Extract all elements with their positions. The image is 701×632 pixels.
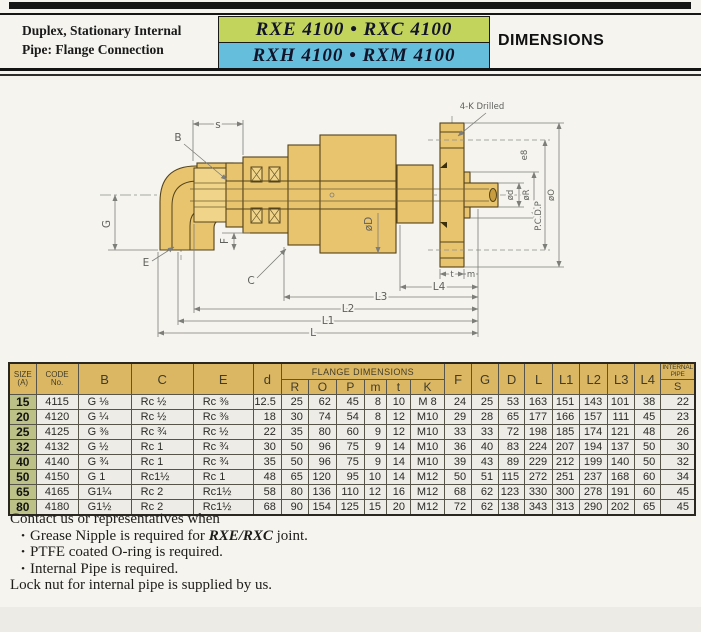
cell-l3: 202 <box>608 500 635 516</box>
cell-dbody: 65 <box>499 410 525 425</box>
cell-dbody: 53 <box>499 395 525 410</box>
cell-o: 96 <box>308 455 336 470</box>
pipe-tip-bore <box>490 189 497 202</box>
cell-l2: 174 <box>580 425 608 440</box>
table-row <box>9 470 695 485</box>
cell-e: Rc ⅜ <box>193 410 253 425</box>
cell-code: 4150 <box>36 470 78 485</box>
cell-code: 4120 <box>36 410 78 425</box>
cell-l: 163 <box>525 395 553 410</box>
model-band-rxe-rxc: RXE 4100 • RXC 4100 <box>219 17 489 43</box>
cell-d: 12.5 <box>253 395 281 410</box>
cell-f: 24 <box>445 395 472 410</box>
model-band-rxh-rxm: RXH 4100 • RXM 4100 <box>219 43 489 68</box>
cell-l1: 251 <box>553 470 580 485</box>
cell-s: 26 <box>661 425 695 440</box>
cell-dbody: 138 <box>499 500 525 516</box>
shaft-hub <box>397 165 433 223</box>
cell-e: Rc1½ <box>193 500 253 516</box>
cell-t: 14 <box>386 440 410 455</box>
header-rule-bottom-2 <box>0 74 701 76</box>
col-header-d: d <box>253 363 281 395</box>
cell-o: 74 <box>308 410 336 425</box>
mounting-flange <box>440 123 464 267</box>
cell-s: 45 <box>661 485 695 500</box>
cell-g: 62 <box>472 485 499 500</box>
dim-label-g: G <box>101 219 113 229</box>
col-header-size: SIZE (A) <box>9 363 36 395</box>
cell-m: 10 <box>364 470 386 485</box>
dim-label-phi-r: øR <box>522 189 532 201</box>
cell-c: Rc 1 <box>131 455 193 470</box>
col-header-l2: L2 <box>580 363 608 395</box>
col-header-l1: L1 <box>553 363 580 395</box>
table-row <box>9 395 695 410</box>
cell-s: 23 <box>661 410 695 425</box>
cell-g: 40 <box>472 440 499 455</box>
cell-s: 34 <box>661 470 695 485</box>
table-row <box>9 425 695 440</box>
cell-size: 32 <box>9 440 36 455</box>
cell-g: 28 <box>472 410 499 425</box>
description-line2: Pipe: Flange Connection <box>22 42 164 57</box>
cell-t: 20 <box>386 500 410 516</box>
cell-l2: 199 <box>580 455 608 470</box>
cell-c: Rc 2 <box>131 500 193 516</box>
header-rule-top <box>0 13 701 15</box>
cell-g: 25 <box>472 395 499 410</box>
cell-l2: 157 <box>580 410 608 425</box>
cell-f: 36 <box>445 440 472 455</box>
cell-g: 62 <box>472 500 499 516</box>
cell-p: 54 <box>336 410 364 425</box>
note-outro: Lock nut for internal pipe is supplied by us. <box>10 577 273 593</box>
cell-b: G1½ <box>78 500 131 516</box>
cell-o: 62 <box>308 395 336 410</box>
cell-t: 12 <box>386 410 410 425</box>
cell-p: 60 <box>336 425 364 440</box>
col-header-m: m <box>364 380 386 395</box>
dim-label-l3: L3 <box>374 291 388 303</box>
col-header-g: G <box>472 363 499 395</box>
cell-m: 15 <box>364 500 386 516</box>
cell-p: 45 <box>336 395 364 410</box>
cell-s: 22 <box>661 395 695 410</box>
cell-l2: 194 <box>580 440 608 455</box>
cell-m: 8 <box>364 395 386 410</box>
cell-c: Rc ¾ <box>131 425 193 440</box>
cell-r: 90 <box>281 500 308 516</box>
cell-l1: 212 <box>553 455 580 470</box>
dim-label-4k-drilled: 4-K Drilled <box>459 102 505 112</box>
cell-l: 330 <box>525 485 553 500</box>
cell-size: 50 <box>9 470 36 485</box>
col-header-k: K <box>410 380 444 395</box>
cell-dbody: 83 <box>499 440 525 455</box>
cell-l2: 237 <box>580 470 608 485</box>
cell-size: 65 <box>9 485 36 500</box>
cell-l4: 48 <box>635 425 661 440</box>
cell-c: Rc 2 <box>131 485 193 500</box>
cell-b: G ¾ <box>78 455 131 470</box>
nipple-sleeve <box>226 163 243 227</box>
cell-c: Rc1½ <box>131 470 193 485</box>
dim-label-e: E <box>142 257 150 269</box>
table-body <box>9 395 695 516</box>
cell-t: 14 <box>386 455 410 470</box>
cell-o: 136 <box>308 485 336 500</box>
cell-e: Rc ⅜ <box>193 395 253 410</box>
table-row <box>9 440 695 455</box>
col-header-l3: L3 <box>608 363 635 395</box>
technical-drawing <box>0 78 701 362</box>
col-header-dbody: D <box>499 363 525 395</box>
cell-e: Rc ½ <box>193 425 253 440</box>
cell-m: 9 <box>364 425 386 440</box>
cell-f: 68 <box>445 485 472 500</box>
cell-l2: 278 <box>580 485 608 500</box>
cell-size: 15 <box>9 395 36 410</box>
cell-e: Rc1½ <box>193 485 253 500</box>
cell-k: M10 <box>410 440 444 455</box>
dim-label-phi-o: øO <box>547 189 557 201</box>
note-internal-pipe: • Internal Pipe is required. <box>10 561 308 578</box>
cell-t: 14 <box>386 470 410 485</box>
cell-l4: 60 <box>635 470 661 485</box>
dim-label-l4: L4 <box>432 281 446 293</box>
cell-b: G1¼ <box>78 485 131 500</box>
cell-k: M10 <box>410 425 444 440</box>
dim-label-l1: L1 <box>321 315 335 327</box>
cell-size: 25 <box>9 425 36 440</box>
cell-k: M 8 <box>410 395 444 410</box>
cell-l1: 151 <box>553 395 580 410</box>
cell-dbody: 72 <box>499 425 525 440</box>
cell-f: 33 <box>445 425 472 440</box>
cell-l2: 290 <box>580 500 608 516</box>
col-header-e: E <box>193 363 253 395</box>
cell-l3: 137 <box>608 440 635 455</box>
cell-c: Rc ½ <box>131 395 193 410</box>
cell-f: 50 <box>445 470 472 485</box>
cell-r: 50 <box>281 455 308 470</box>
cell-m: 9 <box>364 440 386 455</box>
cell-l2: 143 <box>580 395 608 410</box>
table-row <box>9 455 695 470</box>
table-row <box>9 485 695 500</box>
cell-code: 4140 <box>36 455 78 470</box>
cell-l4: 50 <box>635 440 661 455</box>
note-intro: Contact us or representatives when <box>10 511 220 527</box>
cell-b: G ½ <box>78 440 131 455</box>
cell-p: 110 <box>336 485 364 500</box>
cell-d: 48 <box>253 470 281 485</box>
cell-l3: 111 <box>608 410 635 425</box>
cell-g: 43 <box>472 455 499 470</box>
cell-r: 30 <box>281 410 308 425</box>
cell-f: 39 <box>445 455 472 470</box>
page-title: DIMENSIONS <box>498 32 605 49</box>
cell-l4: 65 <box>635 500 661 516</box>
cell-l1: 166 <box>553 410 580 425</box>
cell-d: 68 <box>253 500 281 516</box>
col-header-r: R <box>281 380 308 395</box>
cell-l3: 121 <box>608 425 635 440</box>
cell-code: 4132 <box>36 440 78 455</box>
hex-nut <box>194 168 226 222</box>
dim-label-pcdp: P.C.D.P <box>534 201 544 231</box>
cell-s: 45 <box>661 500 695 516</box>
bullet-icon: • <box>21 529 25 542</box>
cell-l1: 207 <box>553 440 580 455</box>
header-rule-bottom-1 <box>0 68 701 71</box>
cell-l1: 185 <box>553 425 580 440</box>
cell-l3: 101 <box>608 395 635 410</box>
table-row <box>9 410 695 425</box>
dim-label-e8: e8 <box>520 149 530 161</box>
col-header-code: CODE No. <box>36 363 78 395</box>
cell-m: 12 <box>364 485 386 500</box>
cell-k: M12 <box>410 500 444 516</box>
cell-size: 40 <box>9 455 36 470</box>
col-header-b: B <box>78 363 131 395</box>
cell-l: 177 <box>525 410 553 425</box>
dim-label-l2: L2 <box>341 303 355 315</box>
cell-l4: 38 <box>635 395 661 410</box>
col-header-s: S <box>661 380 695 395</box>
cell-d: 18 <box>253 410 281 425</box>
cell-l1: 313 <box>553 500 580 516</box>
cell-r: 80 <box>281 485 308 500</box>
cell-k: M10 <box>410 410 444 425</box>
cell-l: 198 <box>525 425 553 440</box>
cell-t: 10 <box>386 395 410 410</box>
cell-code: 4180 <box>36 500 78 516</box>
cell-s: 30 <box>661 440 695 455</box>
bullet-icon: • <box>21 562 25 575</box>
cell-dbody: 115 <box>499 470 525 485</box>
cell-o: 96 <box>308 440 336 455</box>
cell-dbody: 89 <box>499 455 525 470</box>
cell-p: 125 <box>336 500 364 516</box>
cell-d: 22 <box>253 425 281 440</box>
cell-r: 65 <box>281 470 308 485</box>
cell-t: 12 <box>386 425 410 440</box>
col-header-f: F <box>445 363 472 395</box>
cell-k: M12 <box>410 485 444 500</box>
model-emphasis: RXE/RXC <box>208 527 273 544</box>
cell-g: 51 <box>472 470 499 485</box>
dim-label-m: m <box>466 270 476 280</box>
joint-body <box>320 135 396 253</box>
cell-f: 29 <box>445 410 472 425</box>
col-group-flange-dimensions: FLANGE DIMENSIONS <box>281 363 444 380</box>
cell-size: 20 <box>9 410 36 425</box>
cell-dbody: 123 <box>499 485 525 500</box>
cell-o: 80 <box>308 425 336 440</box>
footer-notes <box>10 511 308 594</box>
cell-e: Rc 1 <box>193 470 253 485</box>
cell-b: G ¼ <box>78 410 131 425</box>
dim-label-phi-d-body: øD <box>363 216 375 232</box>
cell-s: 32 <box>661 455 695 470</box>
cell-size: 80 <box>9 500 36 516</box>
cell-t: 16 <box>386 485 410 500</box>
dim-label-phi-d: ød <box>506 189 516 201</box>
cell-o: 120 <box>308 470 336 485</box>
col-header-t: t <box>386 380 410 395</box>
cell-l: 343 <box>525 500 553 516</box>
note-ptfe-oring: • PTFE coated O-ring is required. <box>10 544 308 561</box>
cell-m: 8 <box>364 410 386 425</box>
cell-b: G ⅜ <box>78 425 131 440</box>
cell-b: G 1 <box>78 470 131 485</box>
cell-g: 33 <box>472 425 499 440</box>
model-bands <box>218 16 490 69</box>
cell-l3: 168 <box>608 470 635 485</box>
col-header-internal-pipe: INTERNAL PIPE <box>661 363 695 380</box>
dim-label-t: t <box>450 270 454 280</box>
cell-b: G ⅛ <box>78 395 131 410</box>
description-line1: Duplex, Stationary Internal <box>22 23 182 38</box>
cell-p: 75 <box>336 440 364 455</box>
cell-code: 4115 <box>36 395 78 410</box>
col-header-l: L <box>525 363 553 395</box>
dim-label-s: s <box>215 119 221 131</box>
product-description <box>22 21 181 59</box>
cell-c: Rc ½ <box>131 410 193 425</box>
cell-e: Rc ¾ <box>193 455 253 470</box>
cell-l: 272 <box>525 470 553 485</box>
cell-m: 9 <box>364 455 386 470</box>
col-header-l4: L4 <box>635 363 661 395</box>
cell-o: 154 <box>308 500 336 516</box>
cell-e: Rc ¾ <box>193 440 253 455</box>
cell-l4: 45 <box>635 410 661 425</box>
cell-r: 35 <box>281 425 308 440</box>
cell-code: 4125 <box>36 425 78 440</box>
cell-r: 25 <box>281 395 308 410</box>
bullet-icon: • <box>21 546 25 558</box>
note-grease-nipple: • Grease Nipple is required for RXE/RXC joint. <box>10 528 308 545</box>
dim-label-c: C <box>247 275 255 287</box>
dim-label-b: B <box>174 132 182 144</box>
cell-l: 224 <box>525 440 553 455</box>
cell-f: 72 <box>445 500 472 516</box>
cell-p: 95 <box>336 470 364 485</box>
cell-l3: 140 <box>608 455 635 470</box>
dim-label-f: F <box>219 237 231 245</box>
col-header-p: P <box>336 380 364 395</box>
top-bar <box>9 2 691 9</box>
cell-l3: 191 <box>608 485 635 500</box>
cell-code: 4165 <box>36 485 78 500</box>
col-header-c: C <box>131 363 193 395</box>
cell-k: M10 <box>410 455 444 470</box>
scan-bottom-strip <box>0 607 701 632</box>
cell-l4: 60 <box>635 485 661 500</box>
col-header-o: O <box>308 380 336 395</box>
cell-l1: 300 <box>553 485 580 500</box>
cell-p: 75 <box>336 455 364 470</box>
dim-label-l: L <box>310 327 316 339</box>
cell-l4: 50 <box>635 455 661 470</box>
cell-k: M12 <box>410 470 444 485</box>
cell-c: Rc 1 <box>131 440 193 455</box>
cell-d: 35 <box>253 455 281 470</box>
cell-r: 50 <box>281 440 308 455</box>
cell-d: 30 <box>253 440 281 455</box>
cell-d: 58 <box>253 485 281 500</box>
cell-l: 229 <box>525 455 553 470</box>
dimensions-table <box>8 362 696 516</box>
